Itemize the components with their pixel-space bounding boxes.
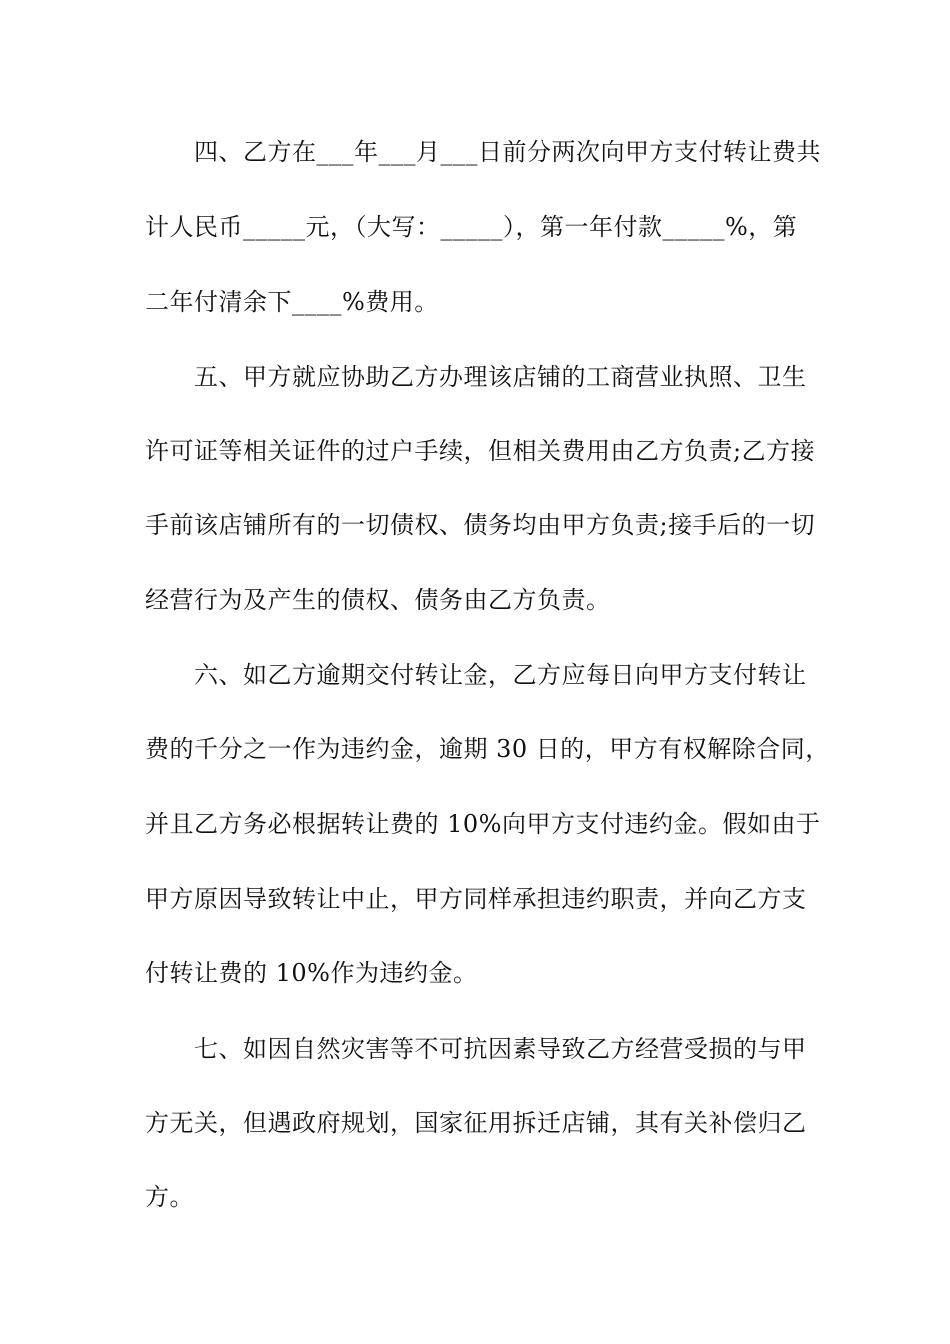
clause-6-line-2: 费的千分之一作为违约金，逾期 30 日的，甲方有权解除合同， — [145, 735, 830, 763]
clause-7-line-1: 七、如因自然灾害等不可抗因素导致乙方经营受损的与甲 — [145, 1035, 807, 1063]
clause-4-line-1: 四、乙方在___年___月___日前分两次向甲方支付转让费共 — [145, 138, 821, 166]
clause-5-line-4: 经营行为及产生的债权、债务由乙方负责。 — [145, 586, 611, 614]
clause-6-line-3: 并且乙方务必根据转让费的 10%向甲方支付违约金。假如由于 — [145, 810, 821, 838]
clause-5-line-1: 五、甲方就应协助乙方办理该店铺的工商营业执照、卫生 — [145, 363, 807, 391]
clause-4-line-3: 二年付清余下____%费用。 — [145, 288, 439, 316]
clause-5-line-3: 手前该店铺所有的一切债权、债务均由甲方负责;接手后的一切 — [145, 511, 816, 539]
clause-4-line-2: 计人民币_____元，（大写：_____），第一年付款_____%，第 — [145, 213, 798, 241]
clause-6-line-5: 付转让费的 10%作为违约金。 — [145, 959, 478, 987]
clause-6-line-4: 甲方原因导致转让中止，甲方同样承担违约职责，并向乙方支 — [145, 885, 807, 913]
clause-7-line-2: 方无关，但遇政府规划，国家征用拆迁店铺，其有关补偿归乙 — [145, 1109, 807, 1137]
clause-5-line-2: 许可证等相关证件的过户手续，但相关费用由乙方负责;乙方接 — [145, 437, 816, 465]
clause-6-line-1: 六、如乙方逾期交付转让金，乙方应每日向甲方支付转让 — [145, 661, 807, 689]
clause-7-line-3: 方。 — [145, 1183, 194, 1211]
